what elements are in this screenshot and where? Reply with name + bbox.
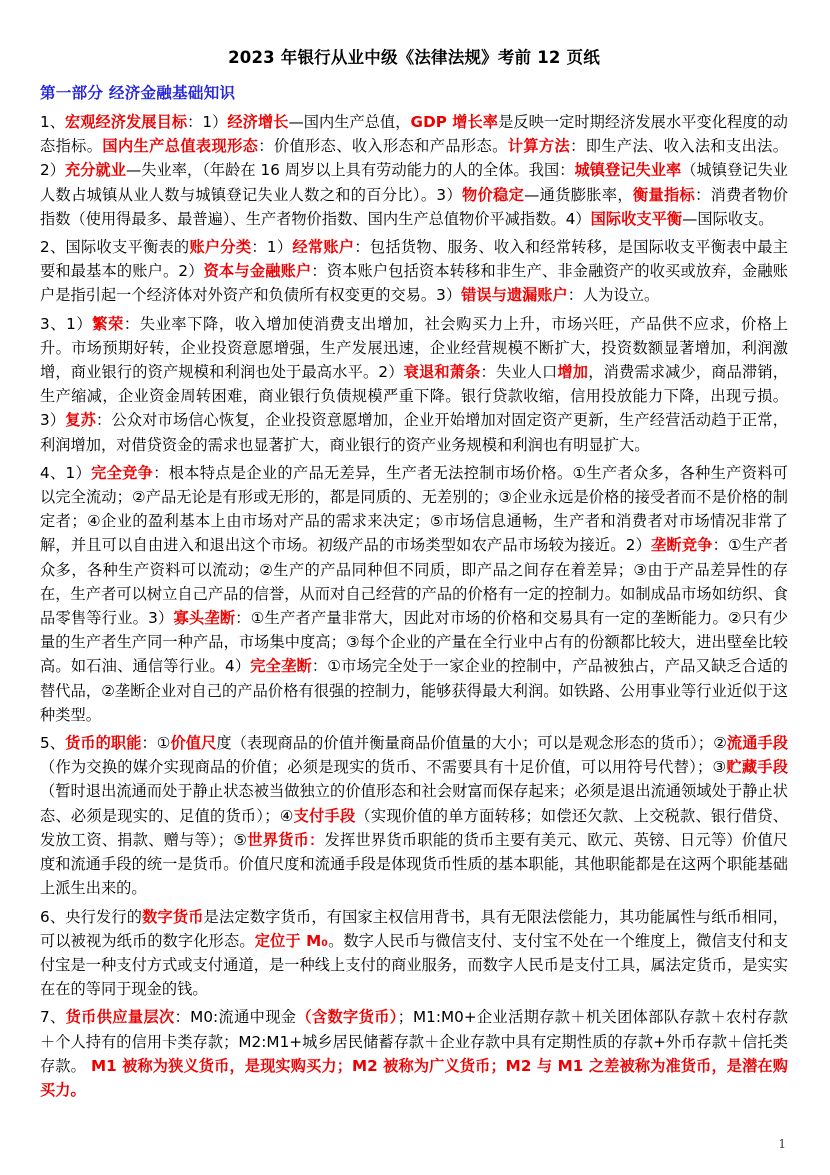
text-run: 7、 <box>40 1008 66 1027</box>
text-run: —国际收支。 <box>682 209 774 228</box>
text-run: ：公众对市场信心恢复，企业投资意愿增加，企业开始增加对固定资产更新，生产经营活动趋于正常，利润增加，对借贷资金的需求也显著扩大，商业银行的资产业务规模和利润也有明显扩大。 <box>40 411 789 454</box>
text-run: 4、1） <box>40 463 92 482</box>
highlight-run: 经济增长 <box>227 113 289 131</box>
text-run: ：包括货物、服务、收入和经常转移，是国际收支平衡表中最主要和最基本的账户。2） <box>40 238 788 281</box>
text-run: 2、国际收支平衡表的 <box>40 238 190 257</box>
highlight-run: 完全垄断 <box>250 657 312 676</box>
text-run: 1、 <box>40 113 65 131</box>
highlight-run: 计算方法 <box>507 137 571 156</box>
text-run: 。数字人民币与微信支付、支付宝不处在一个维度上，微信支付和支付宝是一种支付方式或支付通道，是一种线上支付的商业服务，而数字人民币是支付工具，属法定货币，是实实在在的等同于现金的钱。 <box>40 931 789 999</box>
text-run: 5、 <box>40 734 66 753</box>
text-run: 是反映一定时期经济发展水平变化程度的动态指标。 <box>40 113 789 156</box>
highlight-run: 国内生产总值表现形态 <box>102 137 259 156</box>
document-title: 2023 年银行从业中级《法律法规》考前 12 页纸 <box>228 48 600 67</box>
text-run: ：消费者物价指数（使用得最多、最普遍）、生产者物价指数、国内生产总值物价平减指数。4） <box>40 185 788 228</box>
highlight-run: 定位于 M₀ <box>254 931 328 950</box>
text-run: 是法定数字货币，有国家主权信用背书，具有无限法偿能力，其功能属性与纸币相同，可以被视为纸币的数字化形态。 <box>40 907 788 950</box>
highlight-run: 货币供应量层次 <box>65 1008 175 1027</box>
text-run: （实现价值的单方面转移；如偿还欠款、上交税款、银行借贷、发放工资、捐款、赠与等）；⑤ <box>40 806 788 849</box>
highlight-run: 世界货币： <box>247 830 325 849</box>
highlight-run: 城镇登记失业率 <box>574 161 682 180</box>
text-run: 3、1） <box>40 314 93 333</box>
text-run: 发挥世界货币职能的货币主要有美元、欧元、英镑、日元等）价值尺度和流通手段的统一是货币。价值尺度和流通手段是体现货币性质的基本职能，其他职能都是在这两个职能基础上派生出来的。 <box>40 830 789 898</box>
highlight-run: 复苏 <box>65 411 97 430</box>
paragraph-1 <box>40 110 788 231</box>
highlight-run: 价值尺 <box>170 734 217 753</box>
highlight-run: 充分就业 <box>64 161 126 180</box>
text-run: ：价值形态、收入形态和产品形态。 <box>258 137 508 156</box>
text-run: —失业率，（年龄在 16 周岁以上具有劳动能力的人的全体。我国： <box>125 161 575 180</box>
text-run: ：①生产者众多，各种生产资料可以流动；②生产的产品同种但不同质，即产品之间存在着差异；③由于产品差异性的存在，生产者可以树立自己产品的信誉，从而对自己经营的产品的价格有一定的控制力。如制成品市场如纺织、食品零售等行业。3） <box>40 536 788 628</box>
page-number: 1 <box>778 1137 786 1151</box>
paragraph-7 <box>40 1005 788 1102</box>
highlight-run: 完全竞争 <box>91 463 154 482</box>
text-run: 6、央行发行的 <box>40 907 143 926</box>
paragraph-6 <box>40 905 788 1002</box>
text-run: ：人为设立。 <box>567 286 660 305</box>
highlight-run: 国际收支平衡 <box>590 209 683 228</box>
highlight-run: 寡头垄断 <box>173 609 236 628</box>
highlight-run: 衰退和萧条 <box>403 363 481 382</box>
text-run: ：①市场完全处于一家企业的控制中，产品被独占，产品又缺乏合适的替代品，②垄断企业对自己的产品价格有很强的控制力，能够获得最大利润。如铁路、公用事业等行业近似于这种类型。 <box>40 657 788 724</box>
highlight-run: M1 被称为狭义货币，是现实购买力；M2 被称为广义货币；M2 与 M1 之差被称为准货币，是潜在购买力。 <box>40 1056 788 1099</box>
text-run: ：1） <box>251 238 293 257</box>
text-run: ：1） <box>187 113 228 131</box>
text-run: （作为交换的媒介实现商品的价值；必须是现实的货币、不需要具有十足价值，可以用符号代替）；③ <box>40 758 727 777</box>
highlight-run: 贮藏手段 <box>726 758 788 777</box>
text-run: ：M0:流通中现金 <box>174 1008 297 1027</box>
paragraph-5 <box>40 731 788 900</box>
highlight-run: 繁荣 <box>92 314 124 333</box>
paragraph-3 <box>40 312 788 457</box>
text-run: —国内生产总值， <box>288 113 411 131</box>
text-run: ，消费需求减少，商品滞销，生产缩减，企业资金周转困难，商业银行负债规模严重下降。银行贷款收缩，信用投放能力下降，出现亏损。3） <box>40 363 788 430</box>
text-run: ：失业率下降，收入增加使消费支出增加，社会购买力上升，市场兴旺，产品供不应求，价格上升。市场预期好转，企业投资意愿增强，生产发展迅速，企业经营规模不断扩大，投资数额显著增加，利润激增，商业银行的资产规模和利润也处于最高水平。2） <box>40 314 788 382</box>
highlight-run: 经常账户 <box>292 238 355 257</box>
highlight-run: 衡量指标 <box>632 185 696 204</box>
highlight-run: （含数字货币） <box>296 1008 398 1027</box>
highlight-run: 错误与遗漏账户 <box>461 286 568 305</box>
text-run: —通货膨胀率， <box>524 185 633 204</box>
highlight-run: 账户分类 <box>189 238 252 257</box>
text-run: 度（表现商品的价值并衡量商品价值量的大小；可以是观念形态的货币）；② <box>216 734 727 753</box>
document-body <box>40 110 788 1102</box>
text-run: ：失业人口 <box>480 363 558 382</box>
section-heading-part-one: 第一部分 经济金融基础知识 <box>40 84 236 102</box>
text-run: ；M1:M0+企业活期存款＋机关团体部队存款＋农村存款＋个人持有的信用卡类存款；M2:M1+城乡居民储蓄存款＋企业存款中具有定期性质的存款+外币存款＋信托类存款。 <box>40 1008 788 1075</box>
text-run: ：①生产者产量非常大，因此对市场的价格和交易具有一定的垄断能力。②只有少量的生产者生产同一种产品，市场集中度高；③每个企业的产量在全行业中占有的份额都比较大，进出壁垒比较高。如石油、通信等行业。4） <box>40 609 789 676</box>
highlight-run: 物价稳定 <box>461 185 525 204</box>
highlight-run: 增加 <box>557 363 589 382</box>
highlight-run: GDP 增长率 <box>410 113 499 131</box>
paragraph-4 <box>40 461 788 727</box>
text-run: ：根本特点是企业的产品无差异，生产者无法控制市场价格。①生产者众多，各种生产资料可以完全流动；②产品无论是有形或无形的，都是同质的、无差别的；③企业永远是价格的接受者而不是价格的制定者；④企业的盈利基本上由市场对产品的需求来决定；⑤市场信息通畅，生产者和消费者对市场情况非常了解，并且可以自由进入和退出这个市场。初级产品的市场类型如农产品市场较为接近。2） <box>40 463 789 555</box>
highlight-run: 垄断竞争 <box>651 536 713 555</box>
highlight-run: 数字货币 <box>142 907 204 926</box>
highlight-run: 流通手段 <box>726 734 789 753</box>
text-run: ：① <box>141 734 171 753</box>
text-run: （暂时退出流通而处于静止状态被当做独立的价值形态和社会财富而保存起来；必须是退出流通领域处于静止状态、必须是现实的、足值的货币）；④ <box>40 782 788 825</box>
paragraph-2 <box>40 235 788 308</box>
highlight-run: 资本与金融账户 <box>203 262 312 281</box>
text-run: ：资本账户包括资本转移和非生产、非金融资产的收买或放弃，金融账户是指引起一个经济体对外资产和负债所有权变更的交易。3） <box>40 262 788 305</box>
highlight-run: 宏观经济发展目标 <box>65 113 188 131</box>
text-run: （城镇登记失业人数占城镇从业人数与城镇登记失业人数之和的百分比）。3） <box>40 161 789 204</box>
highlight-run: 货币的职能 <box>65 734 142 753</box>
highlight-run: 支付手段 <box>293 806 356 825</box>
text-run: ：即生产法、收入法和支出法。2） <box>40 137 789 180</box>
